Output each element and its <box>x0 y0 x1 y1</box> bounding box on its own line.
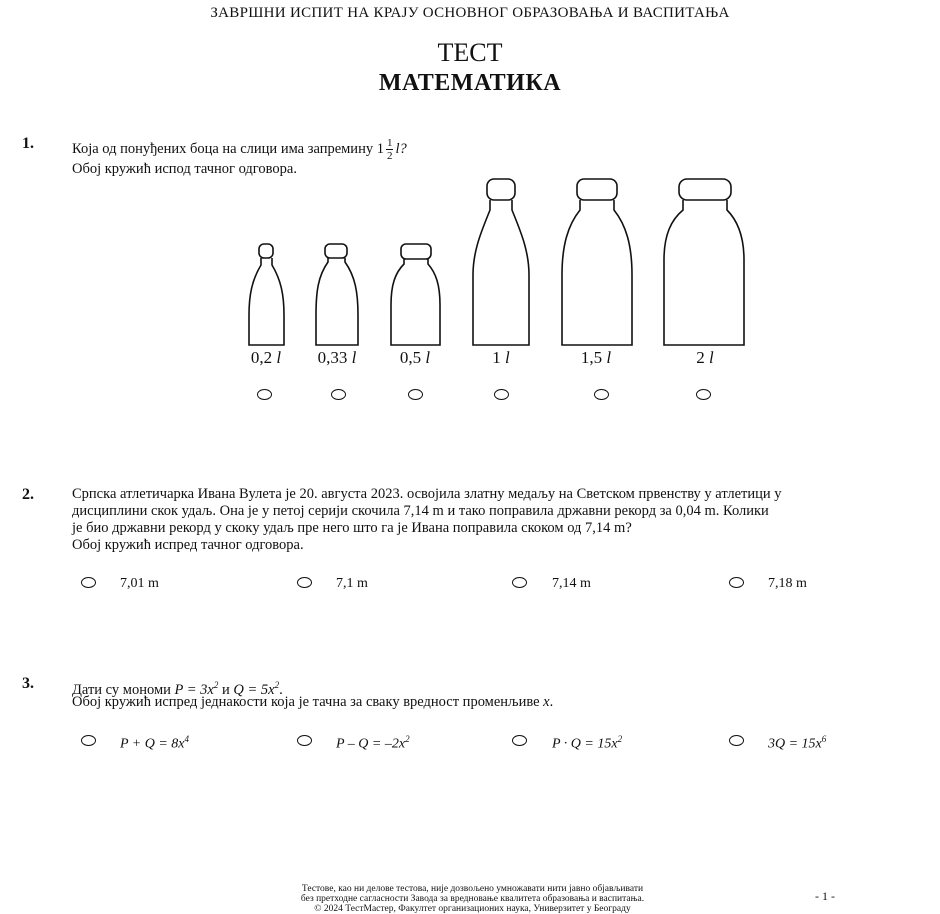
q1-answer-circle-3[interactable] <box>494 389 509 400</box>
q1-fraction: $\frac{1}{2}$ <box>386 137 393 162</box>
question-2-line-3: је био државни рекорд у скоку удаљ пре него што га је Ивана поправила скоком од 7,14 m? <box>72 520 632 536</box>
q1-text-before: Која од понуђених боца на слици има запремину 1 <box>72 140 384 157</box>
bottle-label-0: 0,2 l <box>250 348 282 367</box>
bottle-label-4: 1,5 l <box>580 348 612 367</box>
monomial-p: $P = 3x^2$ <box>174 680 219 698</box>
q1-answer-circle-1[interactable] <box>331 389 346 400</box>
question-3-instruction: Обој кружић испред једнакости која је тачна за сваку вредност променљиве x. <box>72 694 554 710</box>
q2-option-2: 7,14 m <box>552 576 591 591</box>
q1-answer-circle-0[interactable] <box>257 389 272 400</box>
bottle-label-3: 1 l <box>492 348 510 367</box>
q2-option-circle-2[interactable] <box>512 577 527 588</box>
bottle-0-2l <box>249 244 284 345</box>
test-heading: ТЕСТ <box>437 38 503 67</box>
bottle-0-5l <box>391 244 440 345</box>
q2-option-3: 7,18 m <box>768 576 807 591</box>
copyright-footer: Тестове, као ни делове тестова, није дозвољено умножавати нити јавно објављивати без претходне сагласности Завода за вредновање квалитета образовања и васпитања. © 2024 ТестМастер, Факултет организационих наука, Универзитет у Београду <box>300 884 645 914</box>
q3-option-3: $3Q = 15x^6$ <box>768 734 827 752</box>
monomial-q: $Q = 5x^2$ <box>233 680 280 698</box>
q3-option-circle-1[interactable] <box>297 735 312 746</box>
q2-option-1: 7,1 m <box>336 576 368 591</box>
q2-option-0: 7,01 m <box>120 576 159 591</box>
q3-option-0: $P + Q = 8x^4$ <box>120 734 190 752</box>
question-3-number: 3. <box>22 675 34 692</box>
bottle-2l <box>664 179 744 345</box>
bottle-0-33l <box>316 244 358 345</box>
bottles-illustration <box>0 170 940 350</box>
q2-option-circle-0[interactable] <box>81 577 96 588</box>
question-2-instruction: Обој кружић испред тачног одговора. <box>72 537 304 553</box>
question-1-number: 1. <box>22 135 34 152</box>
bottle-label-1: 0,33 l <box>317 348 357 367</box>
bottle-1l <box>473 179 529 345</box>
q1-answer-circle-5[interactable] <box>696 389 711 400</box>
q1-answer-circle-2[interactable] <box>408 389 423 400</box>
subject-heading: МАТЕМАТИКА <box>378 70 562 96</box>
page-number: - 1 - <box>815 889 835 903</box>
exam-title: ЗАВРШНИ ИСПИТ НА КРАЈУ ОСНОВНОГ ОБРАЗОВАЊА И ВАСПИТАЊА <box>210 5 730 21</box>
question-2-line-1: Српска атлетичарка Ивана Вулета је 20. августа 2023. освојила златну медаљу на Светском првенству у атлетици у <box>72 486 782 502</box>
question-3-text: Дати су мономи $P = 3x^2$ и $Q = 5x^2$. <box>72 680 283 698</box>
q3-option-circle-2[interactable] <box>512 735 527 746</box>
bottle-label-5: 2 l <box>696 348 714 367</box>
q1-answer-circle-4[interactable] <box>594 389 609 400</box>
bottle-1-5l <box>562 179 632 345</box>
question-1-instruction: Обој кружић испод тачног одговора. <box>72 161 297 177</box>
q1-unit: l? <box>395 140 407 157</box>
q2-option-circle-1[interactable] <box>297 577 312 588</box>
bottle-label-2: 0,5 l <box>399 348 431 367</box>
question-2-number: 2. <box>22 486 34 503</box>
q3-option-circle-3[interactable] <box>729 735 744 746</box>
q3-option-1: $P - Q = -2x^2$ <box>336 734 410 752</box>
q3-option-circle-0[interactable] <box>81 735 96 746</box>
question-1-text <box>72 137 407 162</box>
q2-option-circle-3[interactable] <box>729 577 744 588</box>
question-2-line-2: дисциплини скок удаљ. Она је у петој серији скочила 7,14 m и тако поправила државни рекорд за 0,04 m. Колики <box>72 503 769 519</box>
q3-option-2: $P \cdot Q = 15x^2$ <box>552 734 623 752</box>
